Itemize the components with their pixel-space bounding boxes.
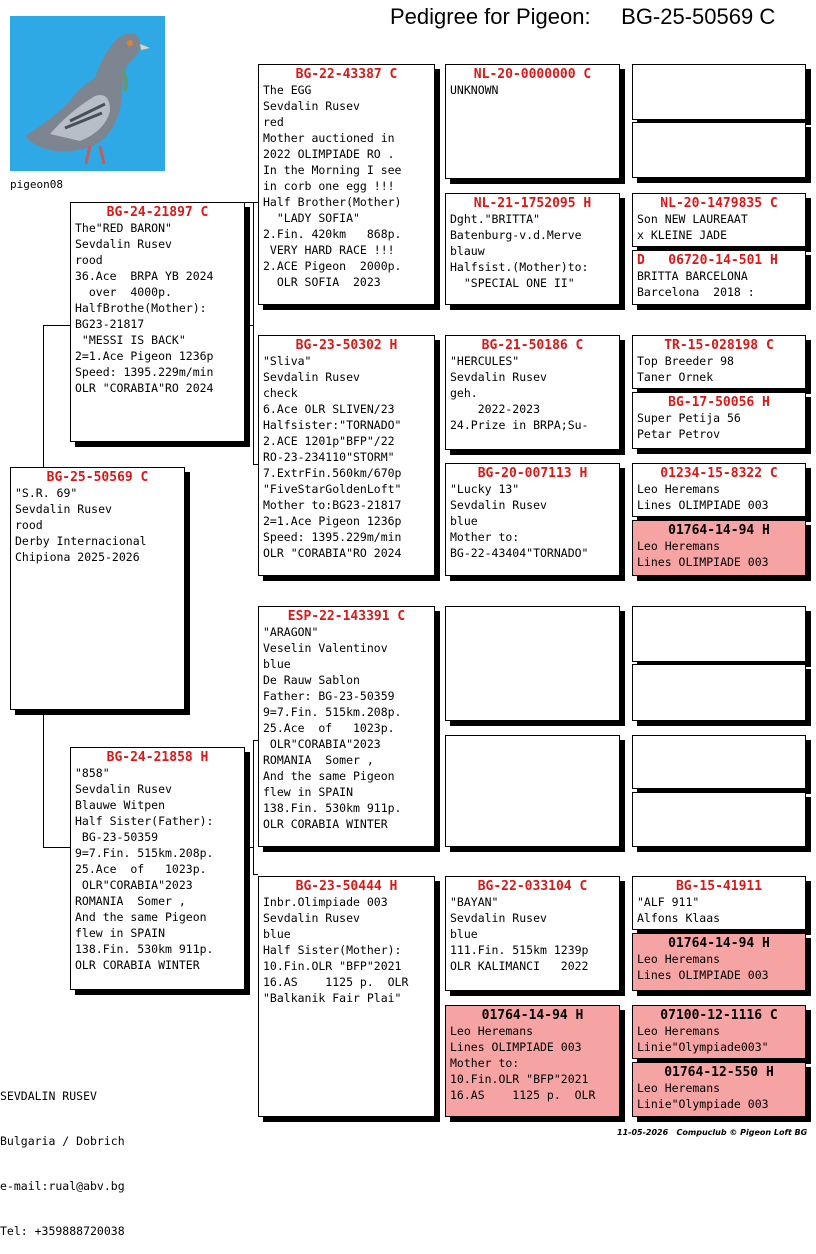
card-line: Sevdalin Rusev: [450, 498, 547, 512]
pedigree-card-ssdd[interactable]: [632, 250, 806, 305]
card-line: Taner Ornek: [637, 370, 714, 384]
card-line: blue: [263, 657, 291, 671]
pedigree-card-ssss-empty: [632, 64, 806, 120]
card-line: OLR "CORABIA"RO 2024: [263, 546, 402, 560]
card-line: HalfBrothe(Mother):: [75, 301, 207, 315]
card-line: 2.Fin. 420km 868p.: [263, 227, 402, 241]
card-line: "Balkanik Fair Plai": [263, 991, 402, 1005]
pedigree-card-sssd-empty: [632, 122, 806, 178]
ring-number: 01234-15-8322 C: [660, 466, 778, 481]
card-line: 25.Ace of 1023p.: [263, 721, 395, 735]
card-line: Super Petija 56: [637, 411, 741, 425]
photo-caption: pigeon08: [10, 178, 63, 191]
breeder-email: e-mail:rual@abv.bg: [0, 1179, 125, 1193]
print-credits: 11-05-2026 Compuclub © Pigeon Loft BG: [617, 1128, 808, 1137]
card-line: blue: [450, 514, 478, 528]
connector: [245, 202, 258, 203]
card-line: 9=7.Fin. 515km.208p.: [263, 705, 402, 719]
card-line: ROMANIA Somer ,: [75, 894, 186, 908]
pedigree-card-dsd-empty: [445, 735, 620, 847]
pedigree-card-dds[interactable]: [445, 876, 620, 991]
card-line: rood: [75, 253, 103, 267]
card-line: 10.Fin.OLR "BFP"2021: [263, 959, 402, 973]
card-line: red: [263, 115, 284, 129]
card-line: "ALF 911": [637, 895, 700, 909]
card-line: The"RED BARON": [75, 221, 172, 235]
card-line: 2022-2023: [450, 402, 541, 416]
card-line: "LADY SOFIA": [263, 211, 360, 225]
connector: [245, 847, 254, 848]
card-line: OLR CORABIA WINTER: [263, 817, 388, 831]
connector: [253, 874, 258, 875]
card-line: x KLEINE JADE: [637, 228, 728, 242]
ring-number: BG-24-21897 C: [106, 205, 209, 220]
card-line: flew in SPAIN: [263, 785, 354, 799]
card-line: Mother to:: [450, 530, 520, 544]
pedigree-card-ds[interactable]: [258, 606, 435, 847]
ring-number: NL-20-1479835 C: [660, 196, 778, 211]
card-line: Sevdalin Rusev: [263, 370, 360, 384]
card-line: Lines OLIMPIADE 003: [637, 968, 769, 982]
card-line: OLR "CORABIA"RO 2024: [75, 381, 214, 395]
card-line: In the Morning I see: [263, 163, 402, 177]
card-line: "Sliva": [263, 354, 312, 368]
pedigree-card-ddsd[interactable]: [632, 933, 806, 991]
pedigree-card-ssds[interactable]: [632, 193, 806, 247]
card-line: UNKNOWN: [450, 83, 499, 97]
ring-number: BG-23-50444 H: [295, 879, 398, 894]
pedigree-card-ss[interactable]: [258, 64, 435, 305]
pedigree-card-sd[interactable]: [258, 335, 435, 576]
pedigree-card-sire[interactable]: [70, 202, 245, 442]
ring-number: ESP-22-143391 C: [287, 609, 406, 624]
card-line: "MESSI IS BACK": [75, 333, 186, 347]
card-line: ROMANIA Somer ,: [263, 753, 374, 767]
card-line: BG-23-50359: [75, 830, 159, 844]
card-line: over 4000p.: [75, 285, 172, 299]
pedigree-card-sdsd[interactable]: [632, 392, 806, 449]
card-line: OLR KALIMANCI 2022: [450, 959, 589, 973]
card-line: "BAYAN": [450, 895, 499, 909]
card-line: in corb one egg !!!: [263, 179, 395, 193]
card-line: Alfons Klaas: [637, 911, 721, 925]
card-line: Sevdalin Rusev: [75, 782, 172, 796]
card-line: Sevdalin Rusev: [450, 370, 547, 384]
card-line: 16.AS 1125 p. OLR: [450, 1088, 596, 1102]
card-line: "HERCULES": [450, 354, 520, 368]
connector: [253, 202, 254, 464]
card-line: Mother auctioned in: [263, 131, 395, 145]
card-line: blue: [263, 927, 291, 941]
card-line: blue: [450, 927, 478, 941]
card-line: "ARAGON": [263, 625, 319, 639]
card-line: BRITTA BARCELONA: [637, 269, 748, 283]
card-line: Sevdalin Rusev: [450, 911, 547, 925]
pedigree-card-ssd[interactable]: [445, 193, 620, 305]
card-line: Top Breeder 98: [637, 354, 734, 368]
card-line: 36.Ace BRPA YB 2024: [75, 269, 214, 283]
connector: [43, 710, 44, 847]
pedigree-card-dam[interactable]: [70, 747, 245, 990]
card-line: Half Sister(Father):: [75, 814, 214, 828]
pigeon-photo: [10, 16, 165, 171]
card-line: 111.Fin. 515km 1239p: [450, 943, 589, 957]
card-line: Leo Heremans: [637, 482, 721, 496]
card-line: "Lucky 13": [450, 482, 520, 496]
card-line: VERY HARD RACE !!!: [263, 243, 395, 257]
card-line: 7.ExtrFin.560km/670p: [263, 466, 402, 480]
card-line: 9=7.Fin. 515km.208p.: [75, 846, 214, 860]
card-line: RO-23-234110"STORM": [263, 450, 395, 464]
card-line: 138.Fin. 530km 911p.: [263, 801, 402, 815]
card-line: Dght."BRITTA": [450, 212, 541, 226]
card-line: Speed: 1395.229m/min: [263, 530, 402, 544]
card-line: geh.: [450, 386, 478, 400]
card-line: "FiveStarGoldenLoft": [263, 482, 402, 496]
pedigree-card-dsdd-empty: [632, 792, 806, 847]
ring-number: 01764-14-94 H: [481, 1008, 584, 1023]
card-line: Barcelona 2018 :: [637, 285, 755, 299]
card-line: OLR"CORABIA"2023: [263, 737, 381, 751]
card-line: Veselin Valentinov: [263, 641, 388, 655]
card-line: Halfsist.(Mother)to:: [450, 260, 589, 274]
breeder-location: Bulgaria / Dobrich: [0, 1134, 125, 1148]
card-line: Leo Heremans: [637, 952, 721, 966]
card-line: 2022 OLIMPIADE RO .: [263, 147, 395, 161]
ring-number: BG-23-50302 H: [295, 338, 398, 353]
card-line: Leo Heremans: [637, 539, 721, 553]
card-line: 2=1.Ace Pigeon 1236p: [263, 514, 402, 528]
card-line: Father: BG-23-50359: [263, 689, 395, 703]
ring-number: BG-15-41911: [675, 879, 763, 894]
card-line: The EGG: [263, 83, 312, 97]
pedigree-card-dddd[interactable]: [632, 1062, 806, 1117]
card-line: check: [263, 386, 298, 400]
card-line: Petar Petrov: [637, 427, 721, 441]
ring-number: 01764-14-94 H: [668, 936, 770, 951]
card-line: OLR SOFIA 2023: [263, 275, 381, 289]
card-line: Mother to:: [450, 1056, 520, 1070]
card-line: Half Brother(Mother): [263, 195, 402, 209]
pedigree-card-dsds-empty: [632, 735, 806, 789]
card-line: blauw: [450, 244, 485, 258]
card-line: "S.R. 69": [15, 486, 78, 500]
pedigree-card-subject[interactable]: [10, 467, 185, 710]
page-title: Pedigree for Pigeon: BG-25-50569 C: [390, 4, 776, 29]
card-line: rood: [15, 518, 43, 532]
ring-number: BG-25-50569 C: [46, 470, 149, 485]
card-line: Sevdalin Rusev: [15, 502, 112, 516]
breeder-phone: Tel: +359888720038: [0, 1224, 125, 1238]
card-line: Lines OLIMPIADE 003: [450, 1040, 582, 1054]
connector: [43, 325, 70, 326]
pedigree-card-ddd[interactable]: [445, 1005, 620, 1117]
card-line: "SPECIAL ONE II": [450, 276, 575, 290]
connector: [253, 740, 254, 874]
card-line: Linie"Olympiade003": [637, 1040, 769, 1054]
card-line: Leo Heremans: [450, 1024, 534, 1038]
card-line: Half Sister(Mother):: [263, 943, 402, 957]
ring-number: BG-21-50186 C: [481, 338, 584, 353]
card-line: OLR CORABIA WINTER: [75, 958, 200, 972]
card-line: Leo Heremans: [637, 1024, 721, 1038]
card-line: Batenburg-v.d.Merve: [450, 228, 582, 242]
ring-number: TR-15-028198 C: [664, 338, 774, 353]
ring-number: BG-24-21858 H: [106, 750, 209, 765]
card-line: And the same Pigeon: [263, 769, 395, 783]
ring-number: 07100-12-1116 C: [660, 1008, 778, 1023]
ring-number: 01764-14-94 H: [668, 523, 770, 538]
card-line: Leo Heremans: [637, 1081, 721, 1095]
card-line: 2.ACE Pigeon 2000p.: [263, 259, 402, 273]
card-line: Mother to:BG23-21817: [263, 498, 402, 512]
pedigree-card-sds[interactable]: [445, 335, 620, 450]
card-line: Sevdalin Rusev: [263, 911, 360, 925]
card-line: Sevdalin Rusev: [263, 99, 360, 113]
ring-number: 01764-12-550 H: [664, 1065, 774, 1080]
ring-number: BG-22-033104 C: [477, 879, 588, 894]
card-line: Son NEW LAUREAAT: [637, 212, 748, 226]
card-line: Speed: 1395.229m/min: [75, 365, 214, 379]
ring-number: BG-22-43387 C: [295, 67, 398, 82]
pedigree-card-sddd[interactable]: [632, 520, 806, 576]
pedigree-card-sss[interactable]: [445, 64, 620, 179]
card-line: 2.ACE 1201p"BFP"/22: [263, 434, 395, 448]
ring-number: BG-17-50056 H: [668, 395, 770, 410]
card-line: Inbr.Olimpiade 003: [263, 895, 388, 909]
pedigree-card-sdss[interactable]: [632, 335, 806, 389]
card-line: Sevdalin Rusev: [75, 237, 172, 251]
pedigree-card-ddds[interactable]: [632, 1005, 806, 1059]
card-line: Lines OLIMPIADE 003: [637, 555, 769, 569]
card-line: BG-22-43404"TORNADO": [450, 546, 589, 560]
pedigree-card-dss-empty: [445, 606, 620, 721]
card-line: OLR"CORABIA"2023: [75, 878, 193, 892]
card-line: Chipiona 2025-2026: [15, 550, 140, 564]
card-line: 24.Prize in BRPA;Su-: [450, 418, 589, 432]
card-line: Lines OLIMPIADE 003: [637, 498, 769, 512]
card-line: BG23-21817: [75, 317, 145, 331]
card-line: Halfsister:"TORNADO": [263, 418, 402, 432]
ring-number: D 06720-14-501 H: [637, 253, 778, 268]
card-line: Blauwe Witpen: [75, 798, 166, 812]
card-line: And the same Pigeon: [75, 910, 207, 924]
card-line: 25.Ace of 1023p.: [75, 862, 207, 876]
card-line: flew in SPAIN: [75, 926, 166, 940]
connector: [43, 847, 70, 848]
ring-number: NL-21-1752095 H: [473, 196, 592, 211]
ring-number: NL-20-0000000 C: [473, 67, 592, 82]
pedigree-card-dssd-empty: [632, 664, 806, 721]
card-line: 10.Fin.OLR "BFP"2021: [450, 1072, 589, 1086]
breeder-name: SEVDALIN RUSEV: [0, 1089, 97, 1103]
ring-number: BG-20-007113 H: [477, 466, 588, 481]
card-line: De Rauw Sablon: [263, 673, 360, 687]
breeder-info: [0, 1059, 125, 1254]
card-line: "858": [75, 766, 110, 780]
card-line: 16.AS 1125 p. OLR: [263, 975, 409, 989]
card-line: 6.Ace OLR SLIVEN/23: [263, 402, 395, 416]
connector: [245, 325, 254, 326]
pedigree-card-sdds[interactable]: [632, 463, 806, 517]
pedigree-card-dd[interactable]: [258, 876, 435, 1117]
card-line: Derby Internacional: [15, 534, 147, 548]
card-line: 2=1.Ace Pigeon 1236p: [75, 349, 214, 363]
pedigree-card-dsss-empty: [632, 606, 806, 662]
pedigree-card-sdd[interactable]: [445, 463, 620, 576]
connector: [43, 325, 44, 468]
pedigree-card-ddss[interactable]: [632, 876, 806, 930]
card-line: Linie"Olympiade 003: [637, 1097, 769, 1111]
card-line: 138.Fin. 530km 911p.: [75, 942, 214, 956]
